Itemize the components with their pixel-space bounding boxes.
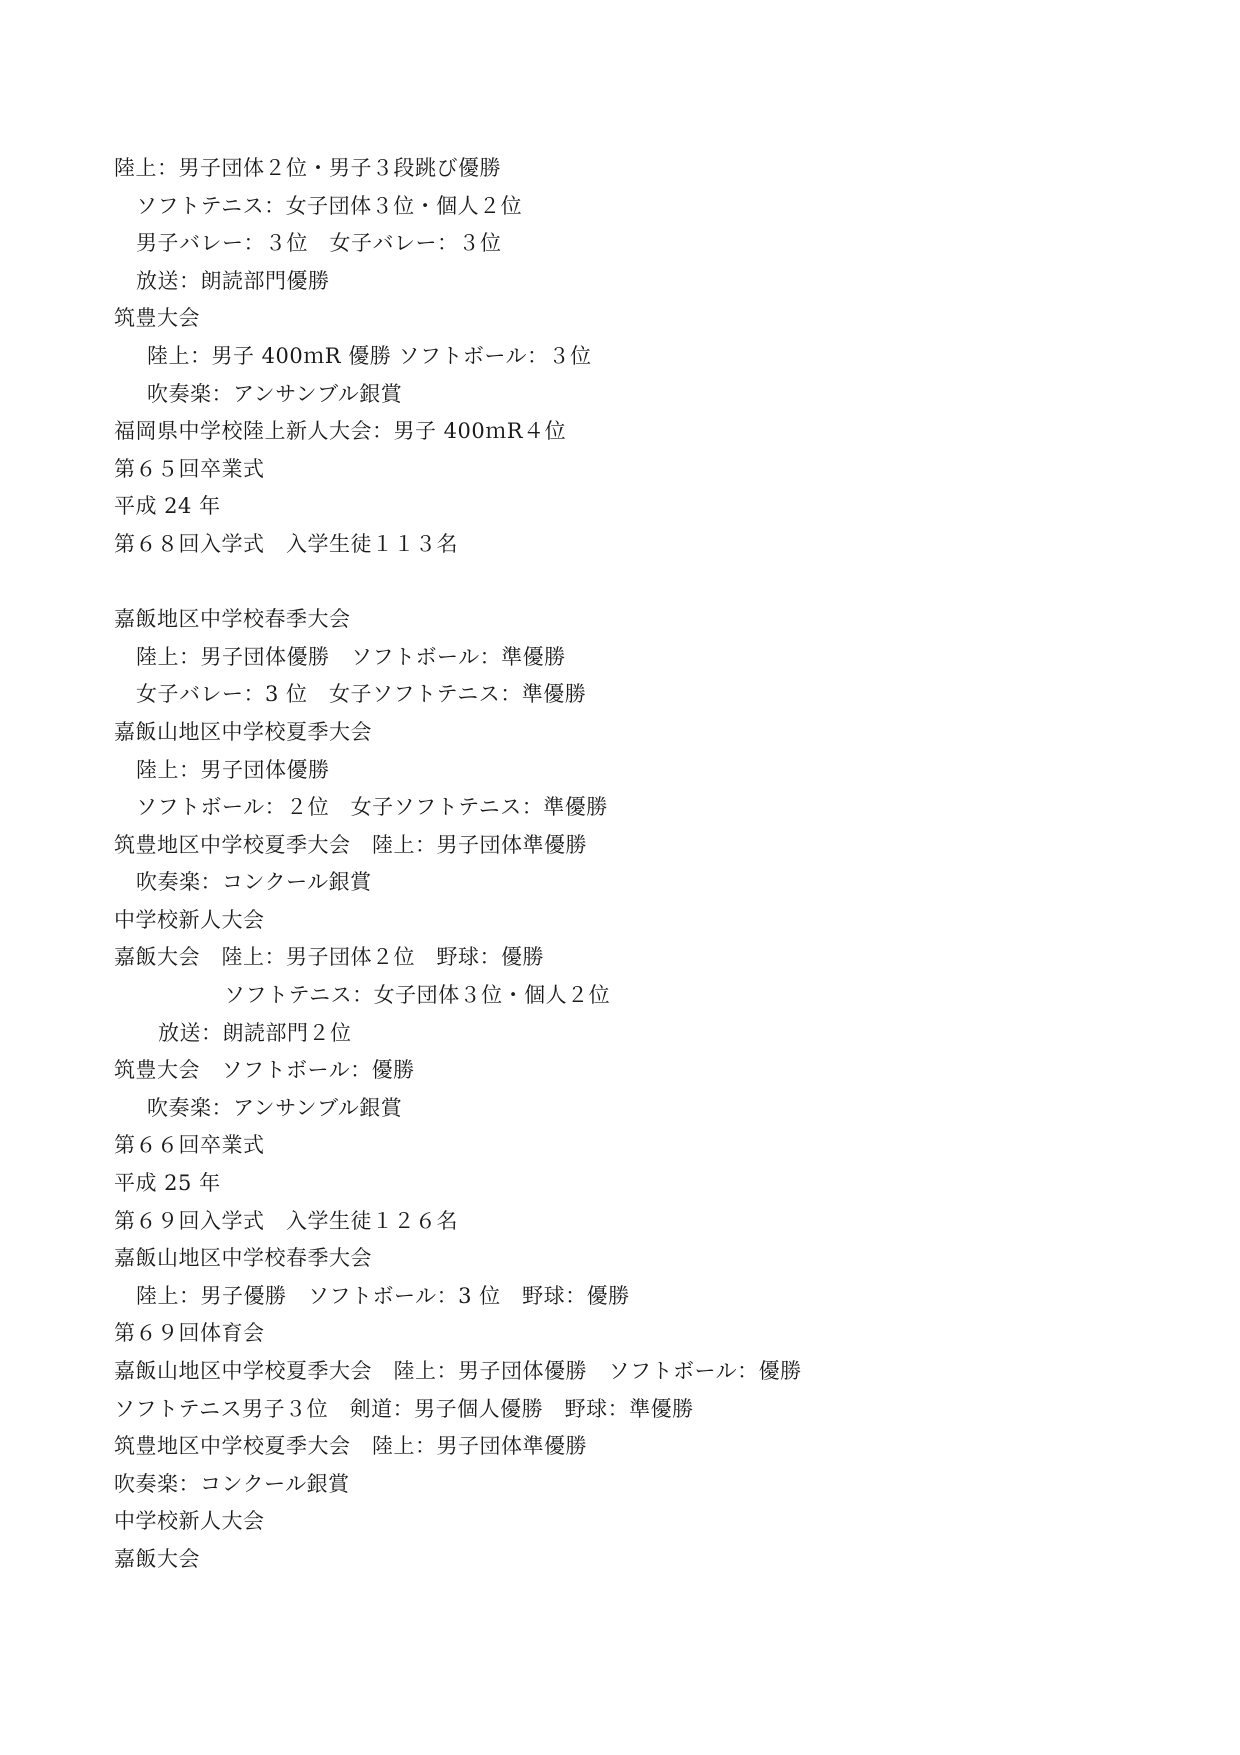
text-line: 嘉飯大会 陸上：男子団体２位 野球：優勝 [114,945,544,970]
text-line: 吹奏楽：コンクール銀賞 [114,1471,350,1496]
text-line: 平成 25 年 [114,1171,221,1196]
text-line: 陸上：男子団体２位・男子３段跳び優勝 [114,156,501,180]
text-line: 中学校新人大会 [114,1509,265,1534]
text-line: 嘉飯山地区中学校春季大会 [114,1246,372,1271]
text-line: 男子バレー：３位 女子バレー：３位 [136,231,502,256]
text-line: 嘉飯山地区中学校夏季大会 陸上：男子団体優勝 ソフトボール：優勝 [114,1359,802,1383]
text-line: 第６９回体育会 [114,1321,265,1346]
text-line: 陸上：男子団体優勝 [136,757,330,782]
text-line: 嘉飯山地区中学校夏季大会 [114,719,372,744]
text-line: 陸上：男子 400ｍR 優勝 ソフトボール：３位 [147,343,592,368]
text-line: 嘉飯地区中学校春季大会 [114,607,351,632]
blank-line [114,564,1164,602]
text-line: 陸上：男子団体優勝 ソフトボール：準優勝 [136,644,566,669]
text-line: ソフトテニス：女子団体３位・個人２位 [136,193,523,218]
text-line: 筑豊地区中学校夏季大会 陸上：男子団体準優勝 [114,1434,587,1459]
text-line: 筑豊地区中学校夏季大会 陸上：男子団体準優勝 [114,832,587,857]
text-line: 筑豊大会 ソフトボール：優勝 [114,1058,415,1083]
text-line: ソフトボール：２位 女子ソフトテニス：準優勝 [136,795,608,820]
text-line: 第６８回入学式 入学生徒１１３名 [114,531,458,556]
text-line: 第６５回卒業式 [114,456,265,481]
text-line: 吹奏楽：コンクール銀賞 [136,870,372,895]
text-line: 陸上：男子優勝 ソフトボール：3 位 野球：優勝 [136,1283,630,1308]
text-body [114,150,1164,1579]
text-line: 放送：朗読部門優勝 [136,268,330,293]
text-line: 第６９回入学式 入学生徒１２６名 [114,1208,458,1233]
text-line: 平成 24 年 [114,494,221,519]
text-line: ソフトテニス男子３位 剣道：男子個人優勝 野球：準優勝 [114,1396,694,1421]
text-line: 筑豊大会 [114,306,200,331]
text-line: 嘉飯大会 [114,1546,200,1571]
text-line: 福岡県中学校陸上新人大会：男子 400ｍR４位 [114,419,567,444]
text-line: 吹奏楽：アンサンブル銀賞 [147,381,403,406]
text-line: 吹奏楽：アンサンブル銀賞 [147,1095,403,1120]
text-line: 中学校新人大会 [114,907,265,932]
text-line: ソフトテニス：女子団体３位・個人２位 [224,983,611,1008]
text-line: 女子バレー：3 位 女子ソフトテニス：準優勝 [136,682,587,707]
text-line: 放送：朗読部門２位 [158,1020,352,1045]
text-line: 第６６回卒業式 [114,1133,265,1158]
